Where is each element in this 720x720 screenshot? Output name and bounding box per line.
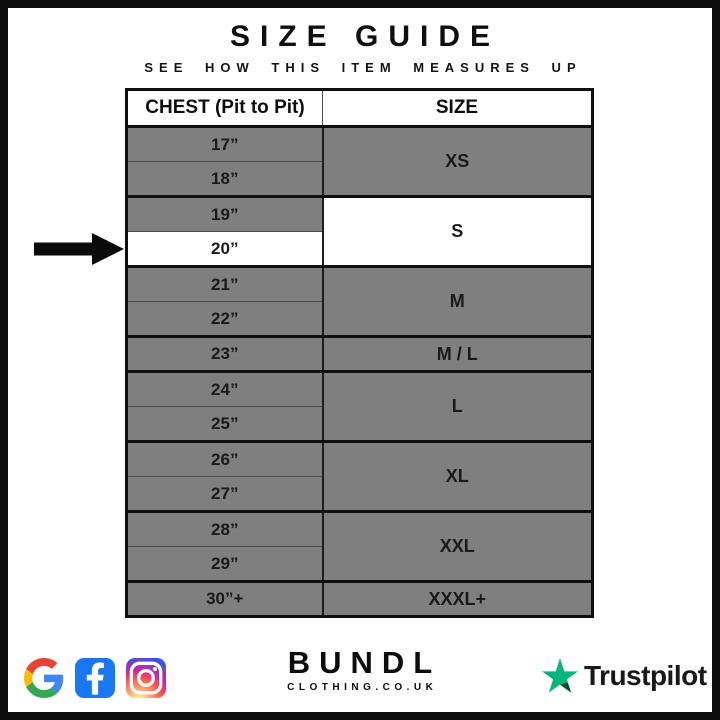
size-cell: L — [323, 372, 593, 442]
size-cell: XXL — [323, 512, 593, 582]
table-row — [127, 442, 593, 477]
chest-cell: 26” — [127, 442, 323, 477]
chest-cell: 17” — [127, 127, 323, 162]
chest-cell: 18” — [127, 162, 323, 197]
trustpilot-label: Trustpilot — [584, 659, 707, 691]
chest-cell: 19” — [127, 197, 323, 232]
trustpilot-logo — [542, 658, 707, 693]
chest-cell: 21” — [127, 267, 323, 302]
page-title: SIZE GUIDE — [229, 20, 501, 53]
size-cell: M / L — [323, 337, 593, 372]
size-column-header: SIZE — [323, 90, 593, 127]
size-cell: XXXL+ — [323, 582, 593, 617]
brand-name: BUNDL — [287, 645, 442, 680]
chest-cell: 30”+ — [127, 582, 323, 617]
table-row — [127, 337, 593, 372]
size-cell: S — [323, 197, 593, 267]
chest-cell: 23” — [127, 337, 323, 372]
size-table-body — [127, 127, 593, 617]
chest-cell: 24” — [127, 372, 323, 407]
brand-domain: CLOTHING.CO.UK — [287, 682, 438, 694]
table-row — [127, 197, 593, 232]
chest-cell: 20” — [127, 232, 323, 267]
size-cell: XL — [323, 442, 593, 512]
table-row — [127, 127, 593, 162]
chest-column-header: CHEST (Pit to Pit) — [127, 90, 323, 127]
table-header-row — [127, 90, 593, 127]
chest-cell: 22” — [127, 302, 323, 337]
size-cell: XS — [323, 127, 593, 197]
chest-cell: 27” — [127, 477, 323, 512]
chest-cell: 29” — [127, 547, 323, 582]
table-row — [127, 582, 593, 617]
pointer-arrow-icon — [34, 232, 125, 266]
table-row — [127, 372, 593, 407]
chest-cell: 28” — [127, 512, 323, 547]
table-row — [127, 267, 593, 302]
table-row — [127, 512, 593, 547]
size-cell: M — [323, 267, 593, 337]
chest-cell: 25” — [127, 407, 323, 442]
trustpilot-star-icon — [542, 658, 578, 693]
size-table — [125, 88, 594, 618]
page-subtitle: SEE HOW THIS ITEM MEASURES UP — [144, 60, 582, 75]
